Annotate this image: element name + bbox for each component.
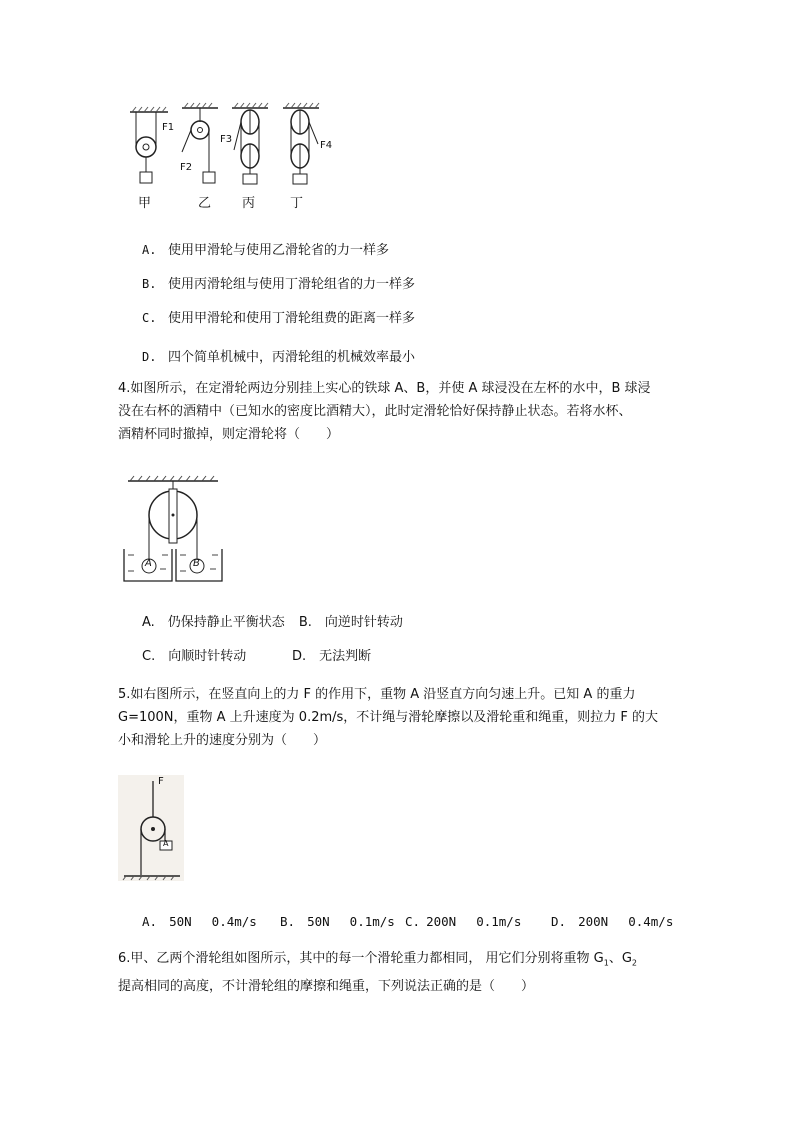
fixed-pulley-beakers-drawing xyxy=(118,475,228,587)
q3-option-a xyxy=(142,239,389,262)
q6-line-1: 6.甲、乙两个滑轮组如图所示，其中的每一个滑轮重力都相同， 用它们分别将重物 $G_1$、$G_2$ xyxy=(118,951,638,968)
q5-option-c: C. 200N 0.1m/s xyxy=(405,914,522,929)
figure-pulley-systems xyxy=(120,100,350,215)
q4-stem xyxy=(118,377,678,446)
option-letter: D. xyxy=(142,350,157,364)
q5-figure xyxy=(118,775,184,881)
force-label-f1: F1 xyxy=(162,122,175,133)
q5-line-3: 小和滑轮上升的速度分别为（ ） xyxy=(118,733,327,748)
q4-options-row-2 xyxy=(142,645,371,668)
option-letter: B. xyxy=(142,277,157,291)
option-text: 使用甲滑轮和使用丁滑轮组费的距离一样多 xyxy=(168,311,416,326)
q4-option-d: D. 无法判断 xyxy=(292,649,372,664)
q4-option-c: C. 向顺时针转动 xyxy=(142,649,247,664)
figure-label-bing: 丙 xyxy=(242,196,256,211)
q5-option-d: D. 200N 0.4m/s xyxy=(551,914,674,929)
q3-option-d xyxy=(142,346,415,369)
q6-line-2: 提高相同的高度，不计滑轮组的摩擦和绳重，下列说法正确的是（ ） xyxy=(118,978,535,994)
option-text: 使用甲滑轮与使用乙滑轮省的力一样多 xyxy=(168,243,390,258)
q4-options-row-1 xyxy=(142,611,403,634)
figure-label-yi: 乙 xyxy=(198,196,212,211)
q5-stem xyxy=(118,683,678,752)
ball-a-label: A xyxy=(145,558,152,569)
q4-line-1: 4.如图所示，在定滑轮两边分别挂上实心的铁球 A、B，并使 A 球浸没在左杯的水中，B 球浸 xyxy=(118,381,651,396)
q5-line-2: G=100N，重物 A 上升速度为 0.2m/s，不计绳与滑轮摩擦以及滑轮重和绳重，则拉力 F 的大 xyxy=(118,710,659,725)
pulley-systems-drawing xyxy=(120,100,350,215)
q5-line-1: 5.如右图所示，在竖直向上的力 F 的作用下，重物 A 沿竖直方向匀速上升。已知 A 的重力 xyxy=(118,687,636,702)
q4-line-2: 没在右杯的酒精中（已知水的密度比酒精大），此时定滑轮恰好保持静止状态。若将水杯、 xyxy=(118,404,632,419)
option-text: 使用丙滑轮组与使用丁滑轮组省的力一样多 xyxy=(168,277,416,292)
q3-option-b xyxy=(142,273,415,296)
force-label-f3: F3 xyxy=(220,134,233,145)
ball-b-label: B xyxy=(193,558,200,569)
figure-label-ding: 丁 xyxy=(290,196,304,211)
weight-label-a: A xyxy=(163,839,169,848)
force-label-f: F xyxy=(158,776,164,787)
figure-label-jia: 甲 xyxy=(138,196,152,211)
q5-options xyxy=(142,910,673,933)
movable-pulley-drawing xyxy=(118,775,184,881)
force-label-f2: F2 xyxy=(180,162,193,173)
option-letter: C. xyxy=(142,311,157,325)
option-text: 四个简单机械中，丙滑轮组的机械效率最小 xyxy=(168,350,416,365)
q3-option-c xyxy=(142,307,415,330)
force-label-f4: F4 xyxy=(320,140,333,151)
q5-option-b: B. 50N 0.1m/s xyxy=(280,914,395,929)
q4-option-b: B. 向逆时针转动 xyxy=(298,615,403,630)
q5-option-a: A. 50N 0.4m/s xyxy=(142,914,257,929)
q4-line-3: 酒精杯同时撤掉，则定滑轮将（ ） xyxy=(118,427,340,442)
q4-figure xyxy=(118,475,228,587)
q6-stem xyxy=(118,947,688,998)
q4-option-a: A. 仍保持静止平衡状态 xyxy=(142,615,285,630)
option-letter: A. xyxy=(142,243,157,257)
